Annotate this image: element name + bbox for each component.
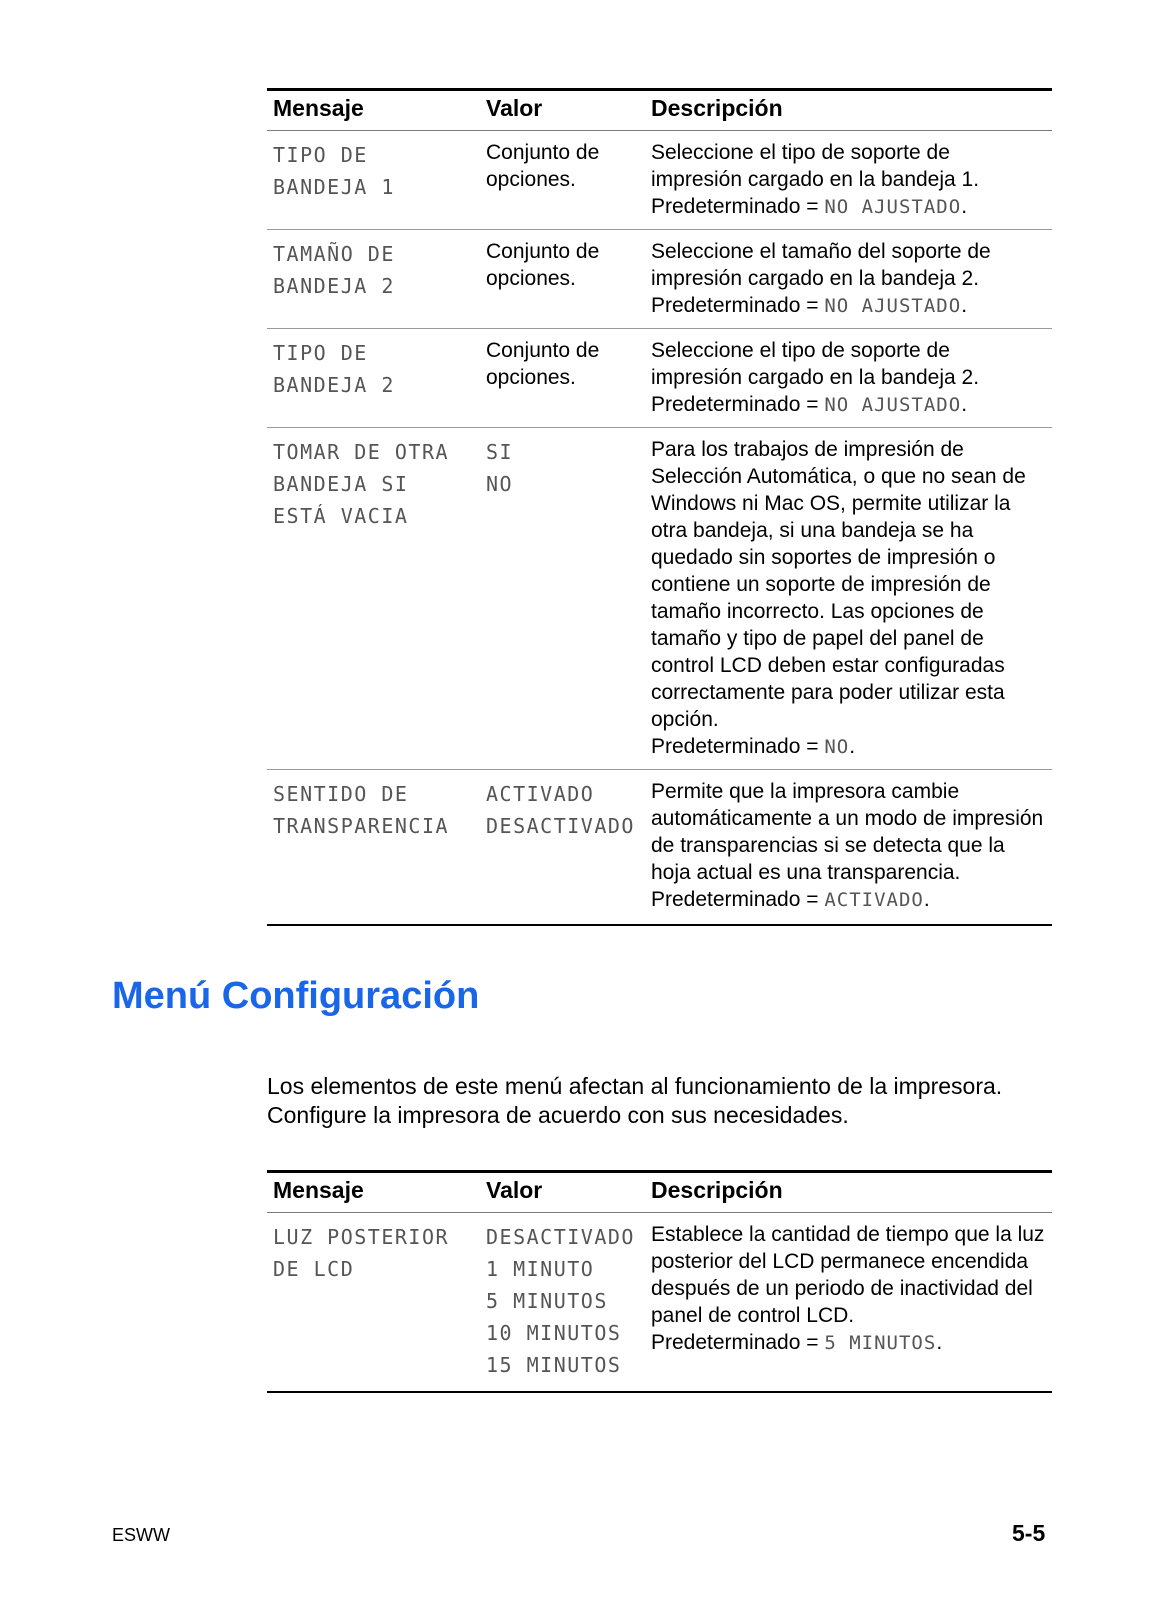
default-label: Predeterminado =: [651, 1331, 825, 1354]
value-text: Conjunto de opciones.: [486, 141, 600, 191]
description-text: Permite que la impresora cambie automáticamente a un modo de impresión de transparencias si se detecta que la hoja actual es una transparencia.: [651, 780, 1044, 884]
value-text: Conjunto de opciones.: [486, 339, 600, 389]
table-row: [267, 428, 1052, 770]
default-suffix: .: [849, 735, 856, 758]
default-label: Predeterminado =: [651, 888, 825, 911]
table-row: [267, 230, 1052, 329]
footer-left: ESWW: [112, 1525, 170, 1545]
default-value: 5 MINUTOS: [824, 1332, 937, 1354]
default-label: Predeterminado =: [651, 735, 825, 758]
default-value: NO AJUSTADO: [824, 196, 962, 218]
lcd-message: TIPO DE BANDEJA 1: [273, 143, 395, 199]
default-value: ACTIVADO: [824, 889, 924, 911]
header-descripcion: Descripción: [645, 90, 1052, 131]
lcd-message: TOMAR DE OTRA BANDEJA SI ESTÁ VACIA: [273, 440, 450, 528]
default-value: NO: [824, 736, 850, 758]
value-text: Conjunto de opciones.: [486, 240, 600, 290]
default-suffix: .: [961, 393, 968, 416]
description-text: Seleccione el tamaño del soporte de impresión cargado en la bandeja 2.: [651, 240, 991, 290]
default-suffix: .: [961, 195, 968, 218]
table-row: [267, 329, 1052, 428]
lcd-value: ACTIVADO DESACTIVADO: [486, 782, 635, 838]
section-heading: Menú Configuración: [112, 975, 480, 1017]
lcd-value: SI NO: [486, 440, 514, 496]
description-text: Establece la cantidad de tiempo que la luz posterior del LCD permanece encendida después de un periodo de inactividad del panel de control LCD.: [651, 1223, 1045, 1327]
header-mensaje: Mensaje: [267, 90, 480, 131]
table-row: [267, 770, 1052, 926]
default-suffix: .: [936, 1331, 943, 1354]
default-value: NO AJUSTADO: [824, 295, 962, 317]
description-text: Para los trabajos de impresión de Selección Automática, o que no sean de Windows ni Mac OS, permite utilizar la otra bandeja, si una bandeja se ha quedado sin soportes de impresión o contiene un soporte de impresión de tamaño incorrecto. Las opciones de tamaño y tipo de papel del panel de control LCD deben estar configuradas correctamente para poder utilizar esta opción.: [651, 438, 1026, 731]
header-descripcion: Descripción: [645, 1172, 1052, 1213]
default-label: Predeterminado =: [651, 393, 825, 416]
settings-table-2: [267, 1170, 1052, 1393]
default-suffix: .: [923, 888, 930, 911]
lcd-message: LUZ POSTERIOR DE LCD: [273, 1225, 450, 1281]
lcd-message: TIPO DE BANDEJA 2: [273, 341, 395, 397]
header-valor: Valor: [480, 1172, 645, 1213]
default-label: Predeterminado =: [651, 195, 825, 218]
description-text: Seleccione el tipo de soporte de impresión cargado en la bandeja 2.: [651, 339, 980, 389]
default-value: NO AJUSTADO: [824, 394, 962, 416]
default-label: Predeterminado =: [651, 294, 825, 317]
page-number: 5-5: [1012, 1520, 1046, 1546]
default-suffix: .: [961, 294, 968, 317]
table-row: [267, 131, 1052, 230]
lcd-message: SENTIDO DE TRANSPARENCIA: [273, 782, 450, 838]
table-row: [267, 1213, 1052, 1393]
settings-table-1: [267, 88, 1052, 926]
description-text: Seleccione el tipo de soporte de impresión cargado en la bandeja 1.: [651, 141, 980, 191]
lcd-value: DESACTIVADO 1 MINUTO 5 MINUTOS 10 MINUTOS 15 MINUTOS: [486, 1225, 635, 1377]
section-intro: Los elementos de este menú afectan al funcionamiento de la impresora. Configure la impresora de acuerdo con sus necesidades.: [267, 1073, 1003, 1128]
lcd-message: TAMAÑO DE BANDEJA 2: [273, 242, 395, 298]
header-valor: Valor: [480, 90, 645, 131]
header-mensaje: Mensaje: [267, 1172, 480, 1213]
